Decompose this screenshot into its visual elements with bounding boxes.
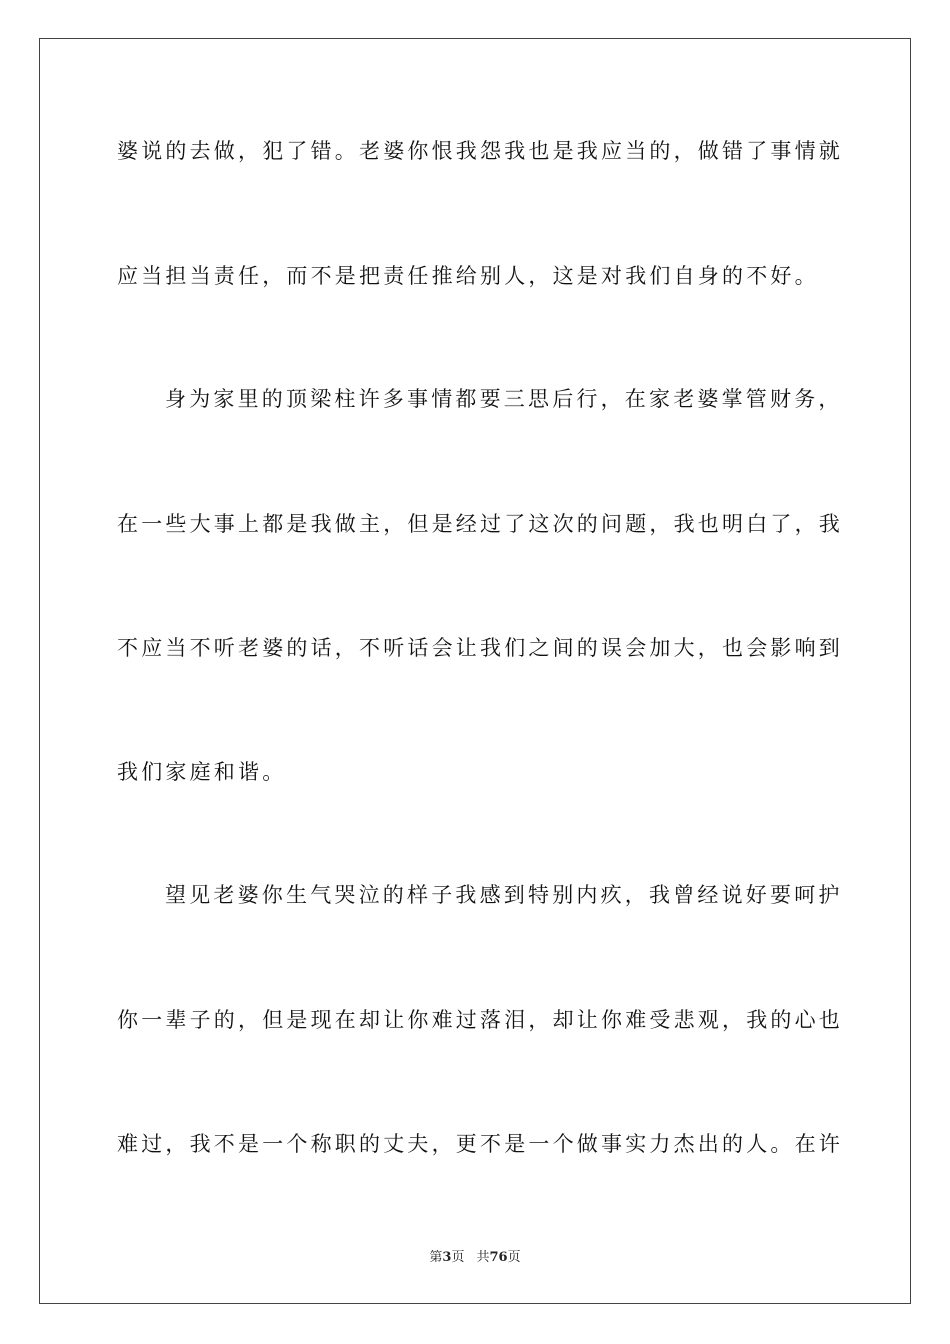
page-suffix: 页	[451, 1250, 465, 1265]
text-line: 婆说的去做，犯了错。老婆你恨我怨我也是我应当的，做错了事情就	[117, 139, 843, 163]
page-prefix: 第	[429, 1250, 443, 1265]
page-footer	[0, 1246, 950, 1265]
text-line-indented: 望见老婆你生气哭泣的样子我感到特别内疚，我曾经说好要呵护	[165, 883, 843, 907]
total-suffix: 页	[507, 1250, 521, 1265]
text-line: 难过，我不是一个称职的丈夫，更不是一个做事实力杰出的人。在许	[117, 1132, 843, 1156]
text-line: 你一辈子的，但是现在却让你难过落泪，却让你难受悲观，我的心也	[117, 1008, 843, 1032]
text-line: 应当担当责任，而不是把责任推给别人，这是对我们自身的不好。	[117, 264, 819, 288]
page-border	[39, 38, 911, 1304]
text-line: 在一些大事上都是我做主，但是经过了这次的问题，我也明白了，我	[117, 512, 843, 536]
total-pages: 76	[489, 1250, 508, 1265]
text-line-indented: 身为家里的顶梁柱许多事情都要三思后行，在家老婆掌管财务，	[165, 387, 843, 411]
total-prefix: 共	[476, 1250, 490, 1265]
page-number: 3	[442, 1250, 452, 1265]
text-line: 我们家庭和谐。	[117, 760, 287, 784]
text-line: 不应当不听老婆的话，不听话会让我们之间的误会加大，也会影响到	[117, 636, 843, 660]
